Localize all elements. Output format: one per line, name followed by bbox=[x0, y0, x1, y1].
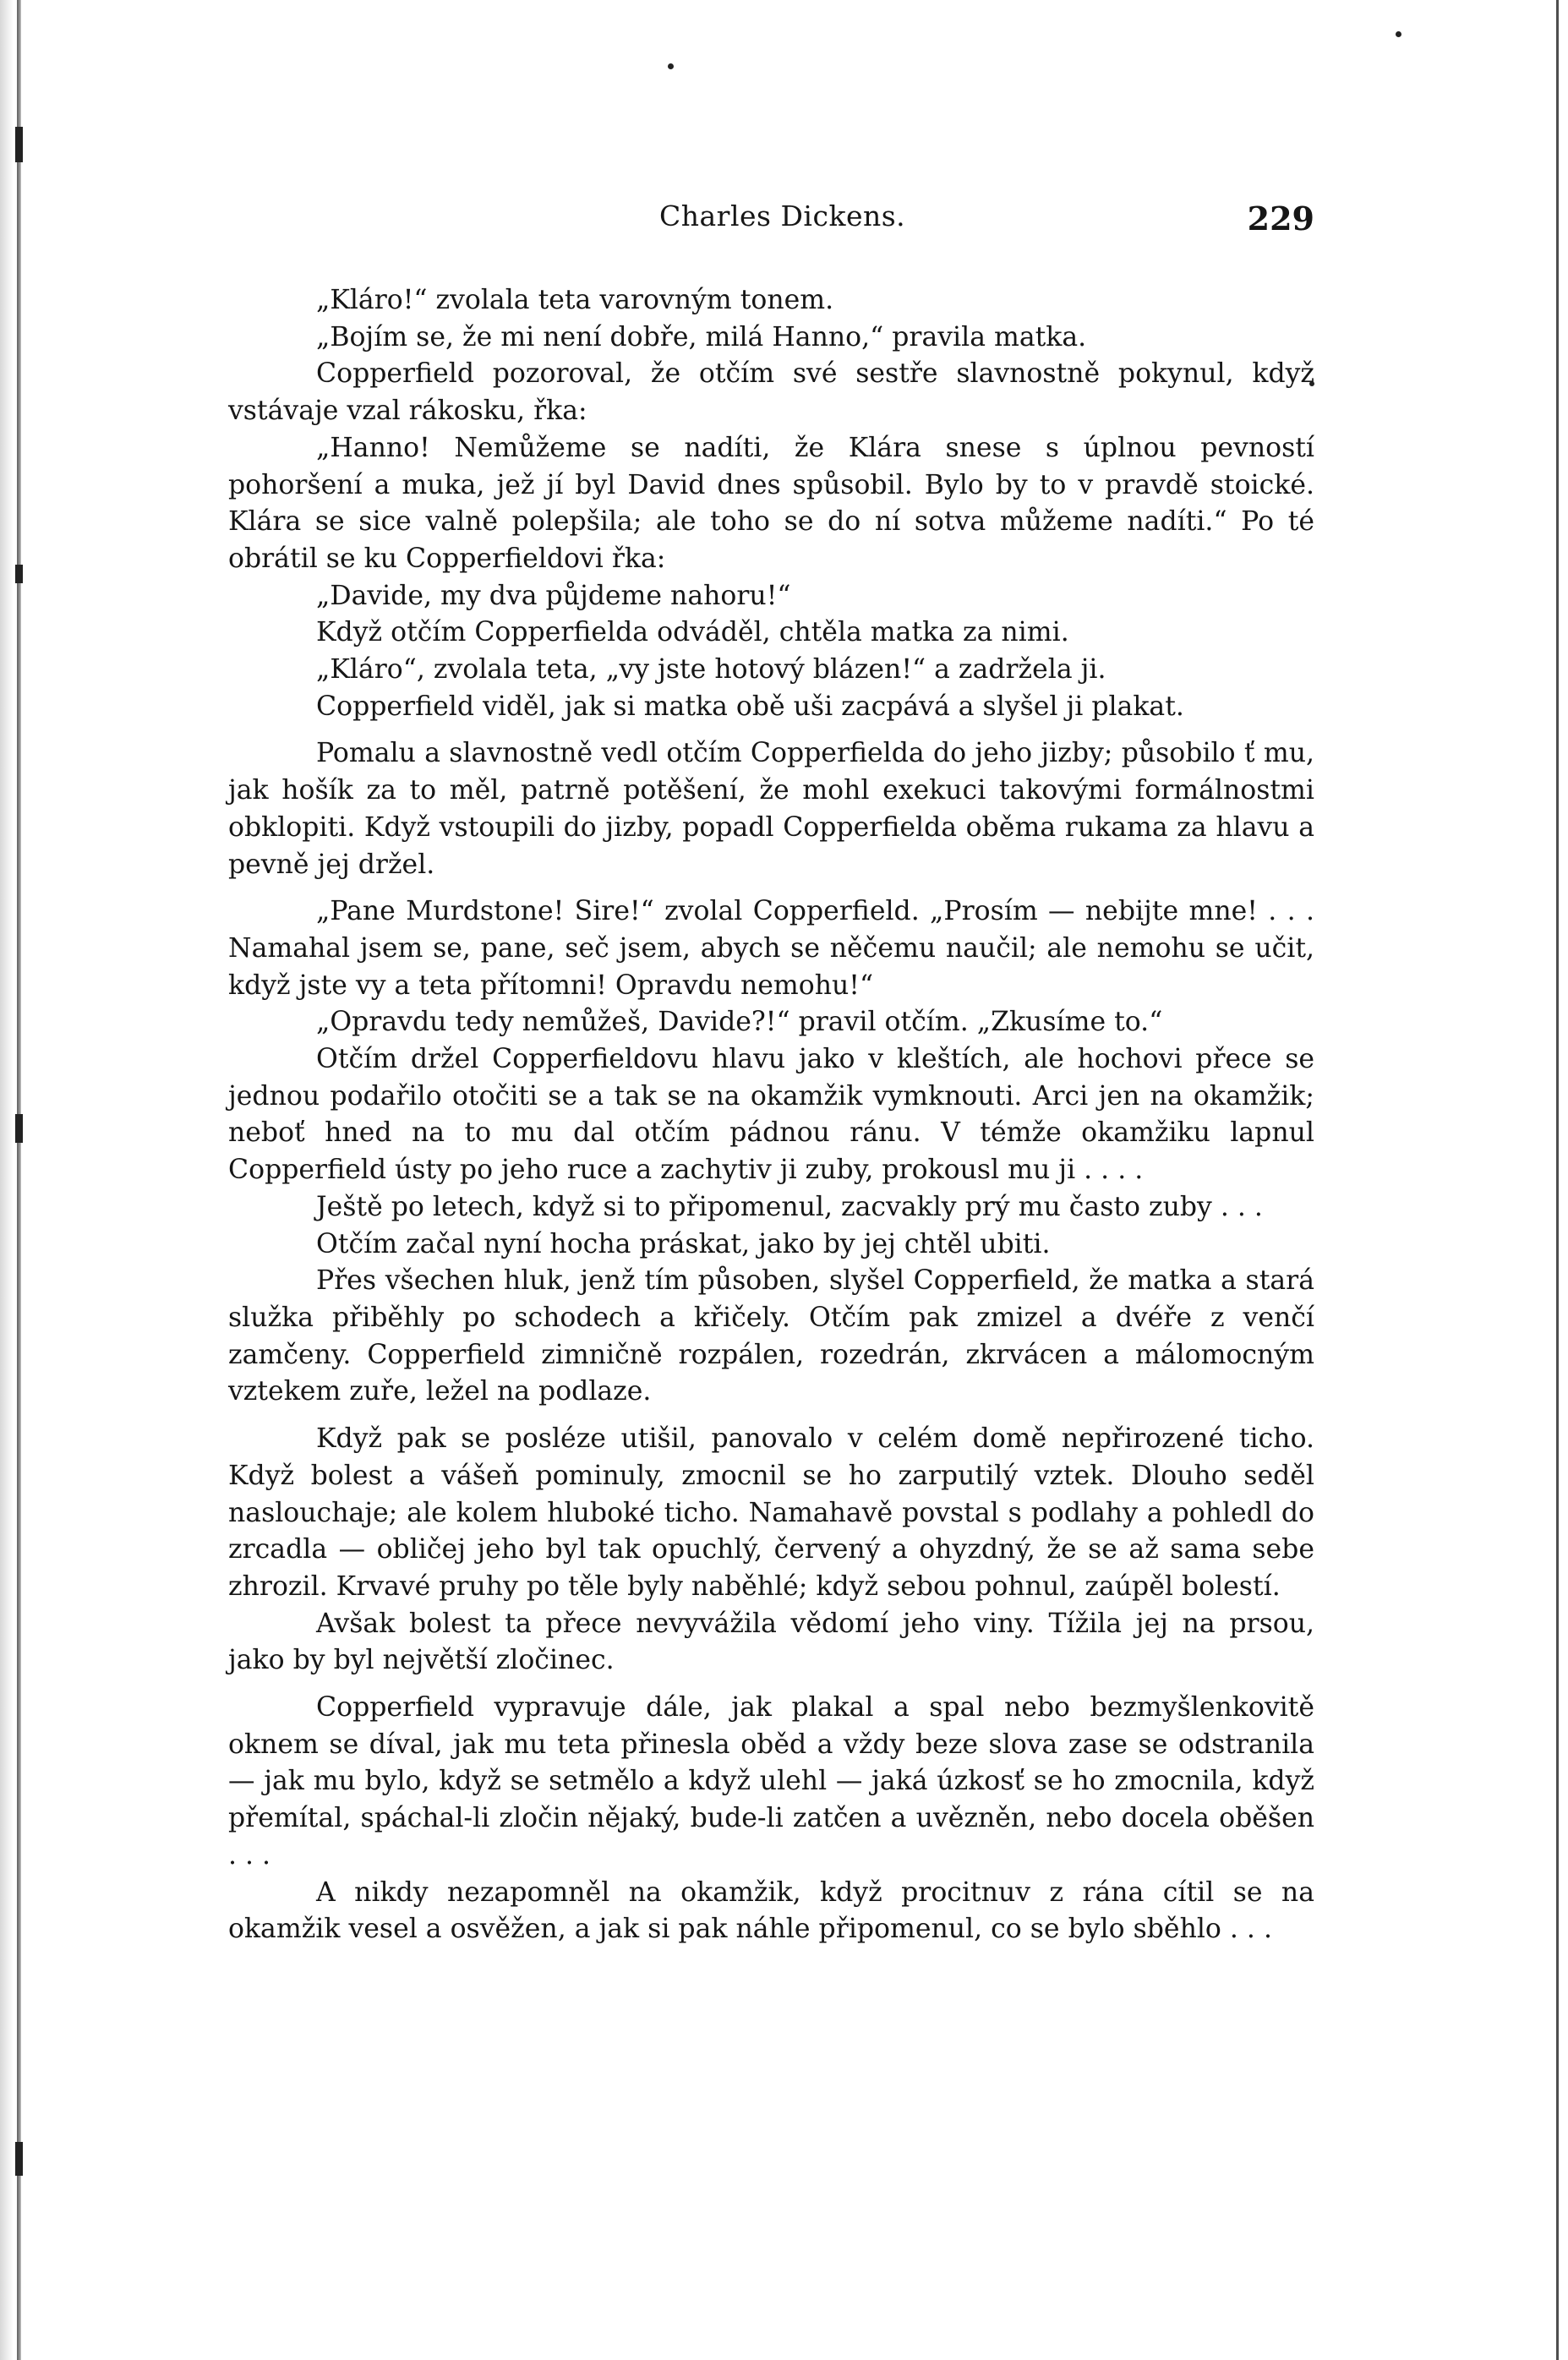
paragraph: Když pak se posléze utišil, panovalo v celém domě nepřirozené ticho. Když bolest a vášeň pominuly, zmocnil se ho zarputilý vztek. Dlouho seděl naslouchaje; ale kolem hluboké ticho. Namahavě povstal s podlahy a pohledl do zrcadla — obličej jeho byl tak opuchlý, červený a ohyzdný, že se až sama sebe zhrozil. Krvavé pruhy po těle byly naběhlé; když sebou pohnul, zaúpěl bolestí. bbox=[228, 1423, 1314, 1602]
paragraph: Copperfield pozoroval, že otčím své sestře slavnostně pokynul, když vstávaje vzal rákosku, řka: bbox=[228, 358, 1314, 427]
binding-shadow bbox=[0, 0, 14, 2360]
running-head: Charles Dickens. bbox=[659, 199, 906, 232]
paragraph: Avšak bolest ta přece nevyvážila vědomí jeho viny. Tížila jej na prsou, jako by byl největší zločinec. bbox=[228, 1608, 1314, 1676]
page-number: 229 bbox=[1247, 199, 1314, 238]
paragraph: „Davide, my dva půjdeme nahoru!“ bbox=[316, 580, 791, 611]
print-speck bbox=[1396, 31, 1401, 37]
binding-mark bbox=[15, 2142, 23, 2176]
paragraph: Copperfield viděl, jak si matka obě uši zacpává a slyšel ji plakat. bbox=[316, 691, 1184, 722]
paragraph: „Pane Murdstone! Sire!“ zvolal Copperfield. „Prosím — nebijte mne! . . . Namahal jsem se, pane, seč jsem, abych se něčemu naučil; ale nemohu se učit, když jste vy a teta přítomni! Opravdu nemohu!“ bbox=[228, 896, 1314, 1001]
paragraph: Copperfield vypravuje dále, jak plakal a spal nebo bezmyšlenkovitě oknem se díval, jak mu teta přinesla oběd a vždy beze slova zase se odstranila — jak mu bylo, když se setmělo a když ulehl — jaká úzkosť se ho zmocnila, když přemítal, spáchal-li zločin nějaký, bude-li zatčen a uvězněn, nebo docela oběšen . . . bbox=[228, 1692, 1314, 1871]
body-text bbox=[228, 282, 1314, 1948]
binding-mark bbox=[15, 565, 23, 583]
binding-mark bbox=[15, 127, 23, 162]
paragraph: A nikdy nezapomněl na okamžik, když procitnuv z rána cítil se na okamžik vesel a osvěžen, a jak si pak náhle připomenul, co se bylo sběhlo . . . bbox=[228, 1877, 1314, 1945]
paragraph: „Opravdu tedy nemůžeš, Davide?!“ pravil otčím. „Zkusíme to.“ bbox=[316, 1007, 1163, 1038]
paragraph: „Kláro“, zvolala teta, „vy jste hotový blázen!“ a zadržela ji. bbox=[316, 654, 1106, 686]
page-header bbox=[228, 199, 1314, 243]
paragraph: Pomalu a slavnostně vedl otčím Copperfielda do jeho jizby; působilo ť mu, jak hošík za to měl, patrně potěšení, že mohl exekuci takovými formálnostmi obklopiti. Když vstoupili do jizby, popadl Copperfielda oběma rukama za hlavu a pevně jej držel. bbox=[228, 738, 1314, 880]
print-speck bbox=[668, 63, 674, 69]
paragraph: Ještě po letech, když si to připomenul, zacvakly prý mu často zuby . . . bbox=[316, 1191, 1263, 1222]
paragraph: Otčím držel Copperfieldovu hlavu jako v kleštích, ale hochovi přece se jednou podařilo otočiti se a tak se na okamžik vymknouti. Arci jen na okamžik; neboť hned na to mu dal otčím pádnou ránu. V témže okamžiku lapnul Copperfield ústy po jeho ruce a zachytiv ji zuby, prokousl mu ji . . . . bbox=[228, 1044, 1314, 1186]
binding-mark bbox=[15, 1114, 23, 1143]
paragraph: „Kláro!“ zvolala teta varovným tonem. bbox=[316, 285, 834, 315]
paragraph: Otčím začal nyní hocha práskat, jako by jej chtěl ubiti. bbox=[316, 1228, 1051, 1259]
paragraph: Přes všechen hluk, jenž tím působen, slyšel Copperfield, že matka a stará služka přiběhly po schodech a křičely. Otčím pak zmizel a dvéře z venčí zamčeny. Copperfield zimničně rozpálen, rozedrán, zkrvácen a málomocným vztekem zuře, ležel na podlaze. bbox=[228, 1265, 1314, 1407]
paragraph: „Hanno! Nemůžeme se nadíti, že Klára snese s úplnou pevností pohoršení a muka, jež jí byl David dnes spůsobil. Bylo by to v pravdě stoické. Klára se sice valně polepšila; ale toho se do ní sotva můžeme nadíti.“ Po té obrátil se ku Copperfieldovi řka: bbox=[228, 432, 1314, 574]
page-edge-rule bbox=[1556, 0, 1559, 2360]
paragraph: „Bojím se, že mi není dobře, milá Hanno,“ pravila matka. bbox=[316, 321, 1087, 352]
paragraph: Když otčím Copperfielda odváděl, chtěla matka za nimi. bbox=[316, 617, 1069, 648]
binding-edge bbox=[17, 0, 21, 2360]
